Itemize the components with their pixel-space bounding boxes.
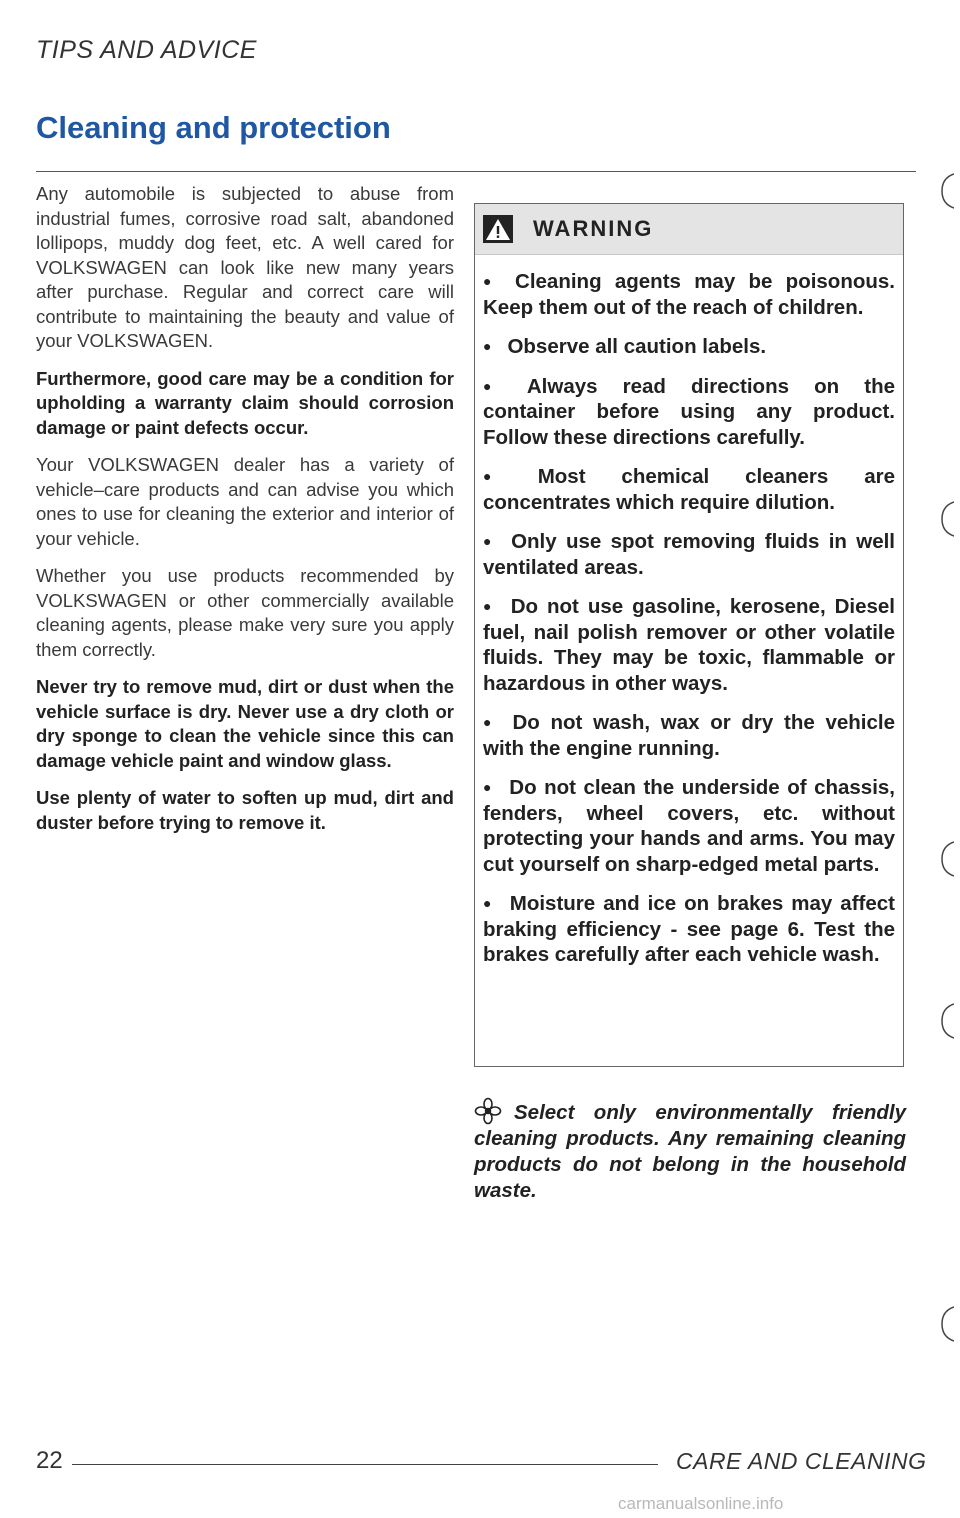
watermark: carmanualsonline.info bbox=[618, 1494, 784, 1513]
binding-mark bbox=[940, 840, 954, 878]
warning-box bbox=[474, 203, 904, 1067]
warning-item: ● Do not wash, wax or dry the vehicle with the engine running. bbox=[483, 711, 895, 760]
paragraph-intro: Any automobile is subjected to abuse from industrial fumes, corrosive road salt, abandoned lollipops, muddy dog feet, etc. A well cared for VOLKSWAGEN can look like new many years after purchase. Regular and correct care will contribute to maintaining the beauty and value of your VOLKSWAGEN. bbox=[36, 183, 454, 351]
paragraph-water: Use plenty of water to soften up mud, dirt and duster before trying to remove it. bbox=[36, 787, 454, 833]
binding-mark bbox=[940, 172, 954, 210]
page-number: 22 bbox=[36, 1447, 63, 1474]
body-text-column bbox=[36, 182, 454, 848]
footer-section-label: CARE AND CLEANING bbox=[676, 1448, 927, 1474]
section-label: TIPS AND ADVICE bbox=[36, 36, 257, 64]
environment-note-text: Select only environmentally friendly cleaning products. Any remaining cleaning products do not belong in the household waste. bbox=[474, 1101, 906, 1202]
warning-triangle-icon bbox=[483, 215, 513, 243]
warning-header bbox=[475, 204, 903, 255]
bullet-icon: ● bbox=[483, 714, 497, 730]
binding-mark bbox=[940, 1002, 954, 1040]
bullet-icon: ● bbox=[483, 533, 496, 549]
warning-item: ● Cleaning agents may be poisonous. Keep them out of the reach of children. bbox=[483, 270, 895, 319]
bullet-icon: ● bbox=[483, 895, 494, 911]
bullet-icon: ● bbox=[483, 273, 500, 289]
paragraph-warranty: Furthermore, good care may be a condition for upholding a warranty claim should corrosion damage or paint defects occur. bbox=[36, 367, 454, 438]
warning-item: ● Moisture and ice on brakes may affect braking efficiency - see page 6. Test the brakes carefully after each vehicle wash. bbox=[483, 892, 895, 966]
paragraph-dry-surface: Never try to remove mud, dirt or dust when the vehicle surface is dry. Never use a dry cloth or dry sponge to clean the vehicle since this can damage vehicle paint and window glass. bbox=[36, 676, 454, 771]
binding-mark bbox=[940, 1305, 954, 1343]
bullet-icon: ● bbox=[483, 338, 492, 354]
environment-note bbox=[474, 1097, 906, 1204]
warning-item: ● Do not clean the underside of chassis, fenders, wheel covers, etc. without protecting your hands and arms. You may cut yourself on sharp-edged metal parts. bbox=[483, 776, 895, 876]
warning-list bbox=[475, 255, 903, 968]
warning-heading: WARNING bbox=[533, 216, 654, 241]
warning-item: ● Do not use gasoline, kerosene, Diesel fuel, nail polish remover or other volatile fluids. They may be toxic, flammable or hazardous in other ways. bbox=[483, 595, 895, 695]
bullet-icon: ● bbox=[483, 468, 522, 484]
binding-mark bbox=[940, 500, 954, 538]
environment-flower-icon bbox=[474, 1097, 502, 1125]
paragraph-products: Whether you use products recommended by VOLKSWAGEN or other commercially available cleaning agents, please make very sure you apply them correctly. bbox=[36, 565, 454, 660]
warning-item: ● Only use spot removing fluids in well ventilated areas. bbox=[483, 530, 895, 579]
bullet-icon: ● bbox=[483, 377, 511, 394]
page-title: Cleaning and protection bbox=[36, 110, 391, 145]
warning-item: ● Most chemical cleaners are concentrates which require dilution. bbox=[483, 465, 895, 514]
footer-divider bbox=[72, 1464, 658, 1465]
warning-item: ● Observe all caution labels. bbox=[483, 335, 767, 358]
warning-item: ● Always read directions on the container before using any product. Follow these directions carefully. bbox=[483, 374, 895, 449]
bullet-icon: ● bbox=[483, 779, 494, 795]
title-divider bbox=[36, 171, 916, 172]
bullet-icon: ● bbox=[483, 598, 495, 614]
paragraph-dealer: Your VOLKSWAGEN dealer has a variety of vehicle–care products and can advise you which ones to use for cleaning the exterior and interior of your vehicle. bbox=[36, 454, 454, 549]
